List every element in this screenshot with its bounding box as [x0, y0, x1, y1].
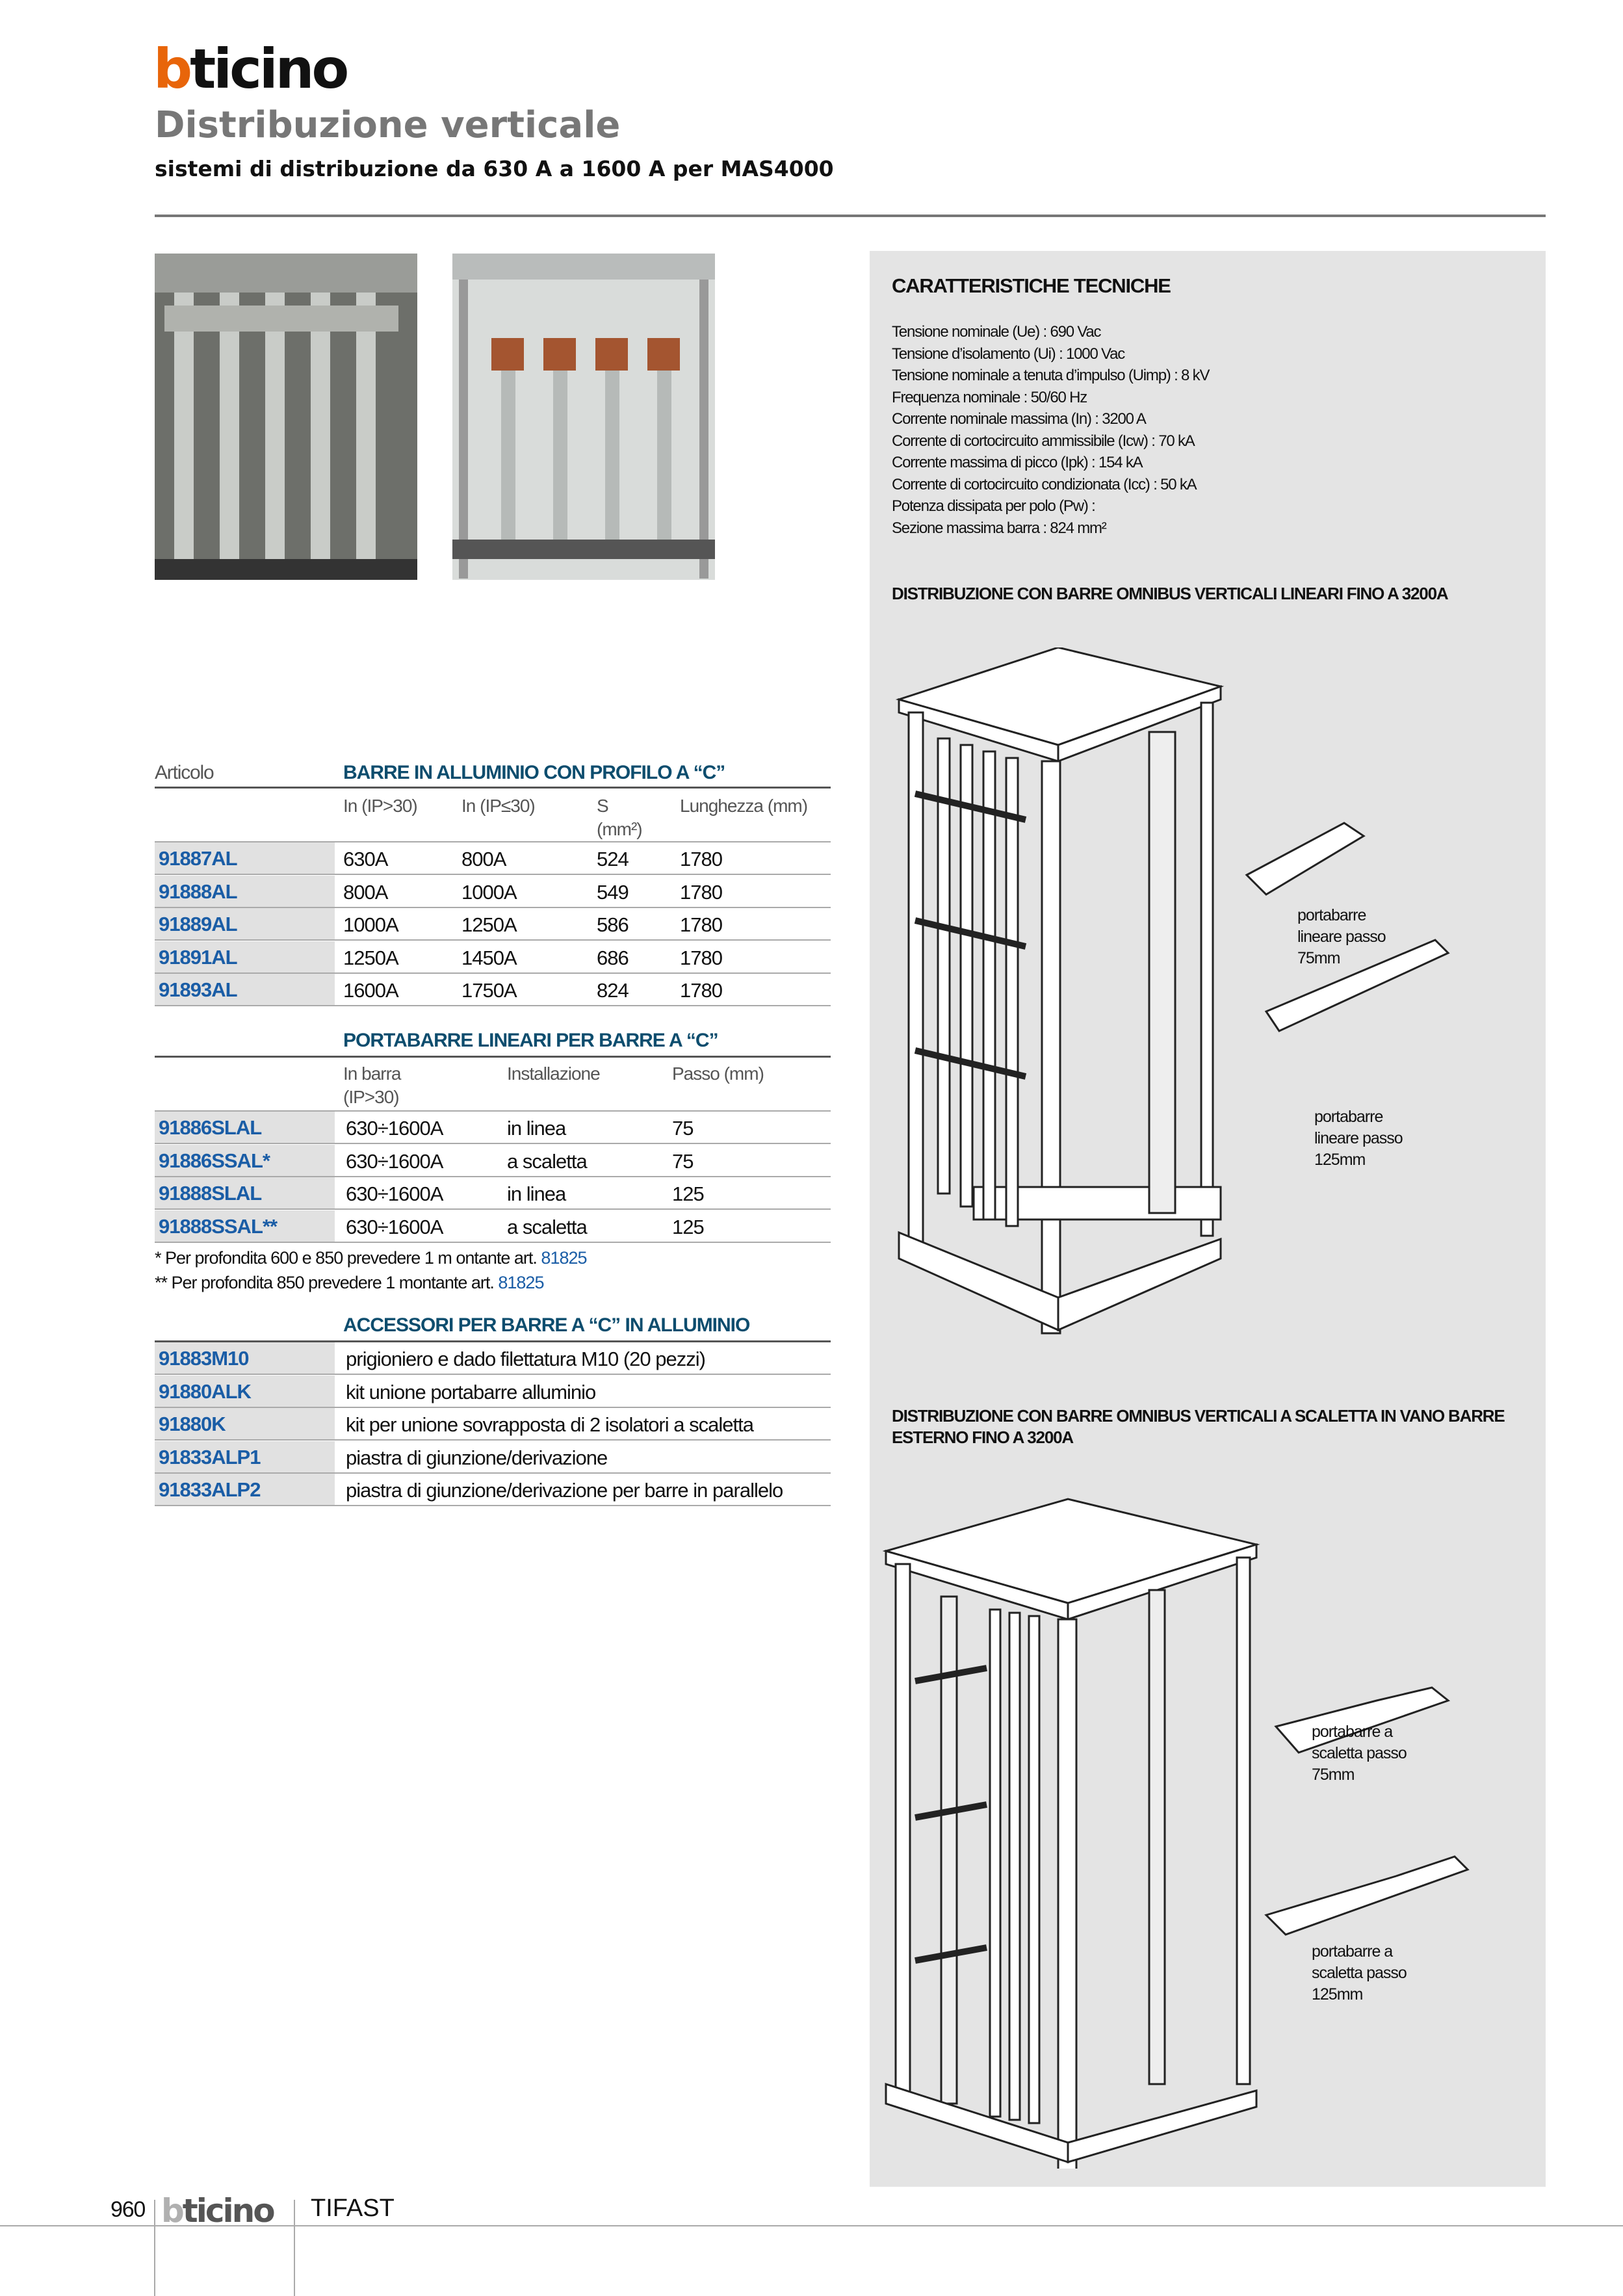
caption-stepped-125 — [1312, 1941, 1407, 2005]
caption-line: portabarre — [1297, 906, 1366, 924]
divider — [155, 1056, 831, 1058]
table-cell: piastra di giunzione/derivazione per barre in parallelo — [346, 1479, 783, 1502]
table-cell: 1780 — [680, 946, 722, 969]
table-row — [155, 1210, 831, 1243]
article-code[interactable]: 91893AL — [155, 974, 335, 1005]
table-cell: 630÷1600A — [346, 1117, 443, 1140]
col-in-barra-ip: (IP>30) — [343, 1087, 399, 1107]
table-cell: 1780 — [680, 880, 722, 904]
panel-title: CARATTERISTICHE TECNICHE — [892, 274, 1171, 297]
caption-line: 75mm — [1312, 1766, 1355, 1784]
holders-table-title: PORTABARRE LINEARI PER BARRE A “C” — [343, 1030, 718, 1051]
col-in-ip30: In (IP>30) — [343, 796, 417, 816]
table-cell: 75 — [672, 1149, 694, 1173]
section-linear-title: DISTRIBUZIONE CON BARRE OMNIBUS VERTICALI LINEARI FINO A 3200A — [892, 584, 1448, 603]
table-cell: prigioniero e dado filettatura M10 (20 pezzi) — [346, 1348, 705, 1370]
table-cell: kit unione portabarre alluminio — [346, 1380, 596, 1403]
table-cell: 1000A — [343, 913, 398, 936]
table-cell: 1780 — [680, 848, 722, 870]
article-code[interactable]: 91883M10 — [155, 1342, 335, 1374]
table-cell: 1250A — [343, 946, 398, 969]
table-row — [155, 876, 831, 908]
table-cell: 1750A — [461, 979, 517, 1002]
table-cell: kit per unione sovrapposta di 2 isolatori a scaletta — [346, 1413, 753, 1436]
table-cell: 630A — [343, 848, 388, 870]
spec-line: Tensione nominale (Ue) : 690 Vac — [892, 323, 1101, 341]
spec-line: Corrente nominale massima (In) : 3200 A — [892, 410, 1146, 428]
table-cell: 1250A — [461, 913, 517, 936]
caption-line: portabarre a — [1312, 1942, 1393, 1961]
caption-line: portabarre a — [1312, 1723, 1393, 1741]
section-line: ESTERNO FINO A 3200A — [892, 1428, 1073, 1447]
table-cell: 1780 — [680, 913, 722, 936]
table-row — [155, 1145, 831, 1177]
col-in-ip-le30: In (IP≤30) — [461, 796, 535, 816]
catalog-name: TIFAST — [311, 2195, 395, 2222]
table-cell: 1450A — [461, 946, 517, 969]
spec-line: Tensione d’isolamento (Ui) : 1000 Vac — [892, 345, 1125, 363]
footer-logo — [161, 2192, 274, 2230]
spec-line: Sezione massima barra : 824 mm² — [892, 519, 1106, 537]
footnote-link[interactable]: 81825 — [541, 1248, 587, 1268]
table-row — [155, 1474, 831, 1506]
table-row — [155, 1408, 831, 1441]
spec-line: Tensione nominale a tenuta d’impulso (Uimp) : 8 kV — [892, 367, 1210, 384]
header-rule — [155, 215, 1546, 217]
article-code[interactable]: 91886SSAL* — [155, 1145, 335, 1176]
article-code[interactable]: 91886SLAL — [155, 1112, 335, 1143]
article-code[interactable]: 91880ALK — [155, 1376, 335, 1407]
article-code[interactable]: 91833ALP1 — [155, 1441, 335, 1472]
caption-line: scaletta passo — [1312, 1744, 1407, 1762]
logo-rest: ticino — [182, 2192, 274, 2230]
article-code[interactable]: 91887AL — [155, 842, 335, 874]
table-cell: 75 — [672, 1117, 694, 1140]
table-row — [155, 908, 831, 941]
spec-line: Potenza dissipata per polo (Pw) : — [892, 497, 1095, 515]
page-subtitle: sistemi di distribuzione da 630 A a 1600 A per MAS4000 — [155, 156, 834, 181]
bars-table-title: BARRE IN ALLUMINIO CON PROFILO A “C” — [343, 762, 725, 783]
article-column-label: Articolo — [155, 762, 214, 783]
table-cell: 1600A — [343, 979, 398, 1002]
table-cell: 524 — [597, 848, 629, 870]
article-code[interactable]: 91833ALP2 — [155, 1474, 335, 1505]
table-cell: piastra di giunzione/derivazione — [346, 1446, 608, 1469]
technical-panel — [870, 251, 1546, 2187]
busbar-photo-1 — [155, 254, 417, 580]
logo-b: b — [153, 37, 190, 101]
spec-line: Frequenza nominale : 50/60 Hz — [892, 388, 1087, 406]
caption-linear-125 — [1314, 1106, 1403, 1171]
table-cell: a scaletta — [507, 1149, 587, 1173]
table-row — [155, 1342, 831, 1375]
col-in-barra: In barra — [343, 1063, 401, 1084]
article-code[interactable]: 91888AL — [155, 876, 335, 907]
col-length: Lunghezza (mm) — [680, 796, 808, 816]
bticino-logo — [153, 37, 347, 101]
footnote-1 — [155, 1248, 587, 1268]
table-row — [155, 1441, 831, 1474]
col-passo: Passo (mm) — [672, 1063, 764, 1084]
table-cell: 1000A — [461, 880, 517, 904]
section-line: DISTRIBUZIONE CON BARRE OMNIBUS VERTICALI A SCALETTA IN VANO BARRE — [892, 1406, 1505, 1426]
table-cell: 586 — [597, 913, 629, 936]
col-s-unit: (mm²) — [597, 819, 642, 839]
footnote-2 — [155, 1273, 543, 1293]
page-title: Distribuzione verticale — [155, 104, 621, 146]
spec-line: Corrente di cortocircuito ammissibile (Icw) : 70 kA — [892, 432, 1195, 450]
table-cell: a scaletta — [507, 1215, 587, 1238]
article-code[interactable]: 91888SSAL** — [155, 1210, 335, 1242]
table-cell: 800A — [461, 848, 506, 870]
footer-divider — [154, 2200, 155, 2296]
logo-rest: ticino — [190, 37, 347, 101]
table-row — [155, 941, 831, 974]
caption-line: 125mm — [1312, 1985, 1363, 2003]
article-code[interactable]: 91889AL — [155, 908, 335, 939]
article-code[interactable]: 91880K — [155, 1408, 335, 1439]
table-cell: in linea — [507, 1182, 566, 1205]
spec-line: Corrente di cortocircuito condizionata (Icc) : 50 kA — [892, 475, 1197, 493]
caption-line: lineare passo — [1314, 1129, 1403, 1147]
footer-divider — [294, 2200, 295, 2296]
col-s: S — [597, 796, 608, 816]
cabinet-stepped-drawing — [883, 1493, 1533, 2169]
table-row — [155, 974, 831, 1006]
table-cell: 630÷1600A — [346, 1182, 443, 1205]
caption-line: lineare passo — [1297, 928, 1386, 946]
table-cell: 549 — [597, 880, 629, 904]
article-code[interactable]: 91891AL — [155, 941, 335, 972]
table-cell: 824 — [597, 979, 629, 1002]
divider — [155, 787, 831, 789]
table-cell: 125 — [672, 1215, 704, 1238]
caption-line: 125mm — [1314, 1151, 1366, 1169]
accessories-table-title: ACCESSORI PER BARRE A “C” IN ALLUMINIO — [343, 1314, 750, 1336]
table-row — [155, 842, 831, 875]
table-cell: 630÷1600A — [346, 1215, 443, 1238]
table-row — [155, 1376, 831, 1408]
section-stepped-title — [892, 1405, 1505, 1448]
table-cell: 686 — [597, 946, 629, 969]
caption-linear-75 — [1297, 905, 1386, 969]
footnote-text: ** Per profondita 850 prevedere 1 montante art. — [155, 1273, 499, 1292]
table-cell: 125 — [672, 1182, 704, 1205]
footnote-link[interactable]: 81825 — [498, 1273, 544, 1292]
table-cell: 800A — [343, 880, 388, 904]
spec-line: Corrente massima di picco (Ipk) : 154 kA — [892, 454, 1143, 471]
footnote-text: * Per profondita 600 e 850 prevedere 1 m ontante art. — [155, 1248, 541, 1268]
logo-b: b — [161, 2192, 183, 2230]
table-cell: 1780 — [680, 979, 722, 1002]
caption-line: scaletta passo — [1312, 1964, 1407, 1982]
caption-line: portabarre — [1314, 1108, 1383, 1126]
table-cell: in linea — [507, 1117, 566, 1140]
table-cell: 630÷1600A — [346, 1149, 443, 1173]
table-row — [155, 1177, 831, 1210]
caption-line: 75mm — [1297, 949, 1340, 967]
busbar-photo-2 — [452, 254, 715, 580]
table-row — [155, 1112, 831, 1144]
article-code[interactable]: 91888SLAL — [155, 1177, 335, 1208]
page-number: 960 — [110, 2197, 146, 2222]
caption-stepped-75 — [1312, 1721, 1407, 1786]
col-installazione: Installazione — [507, 1063, 600, 1084]
